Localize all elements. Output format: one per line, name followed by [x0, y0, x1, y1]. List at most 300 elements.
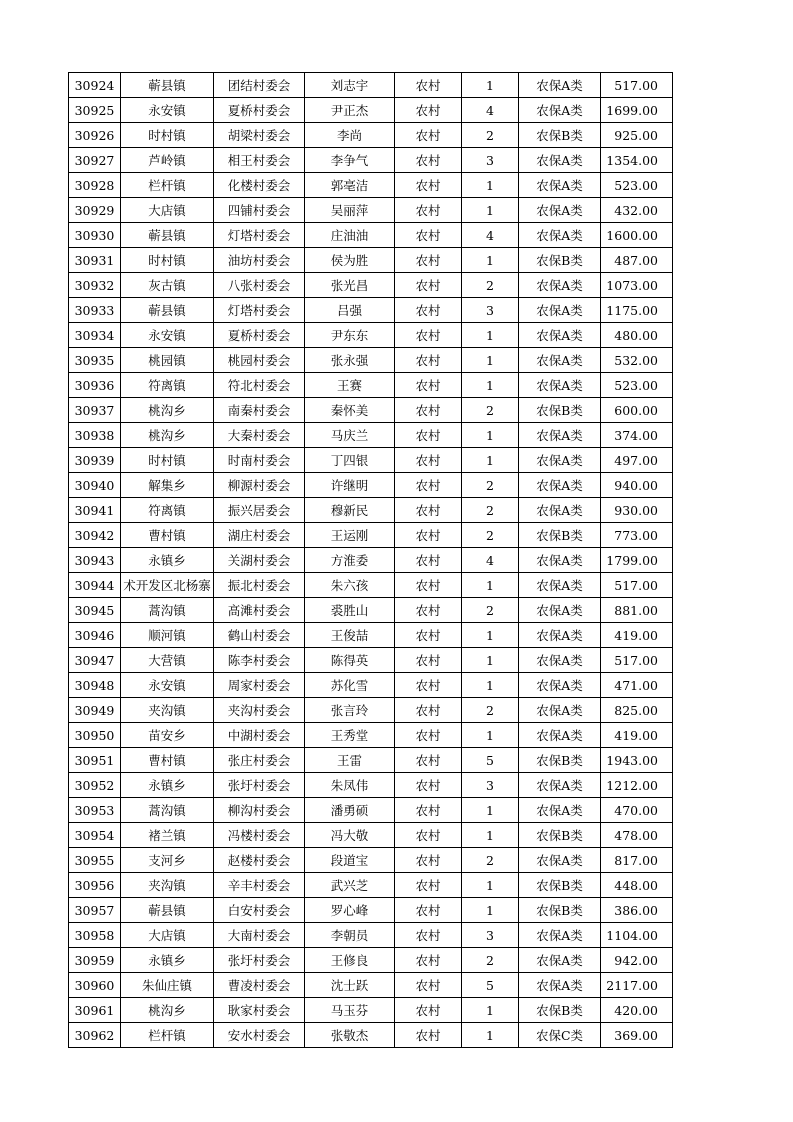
cell-count: 3 — [462, 923, 519, 948]
cell-category: 农保A类 — [519, 298, 601, 323]
table-row — [69, 423, 673, 448]
table-row — [69, 648, 673, 673]
cell-category: 农保B类 — [519, 248, 601, 273]
cell-amount: 369.00 — [601, 1023, 673, 1048]
cell-id: 30936 — [69, 373, 121, 398]
cell-name: 苏化雪 — [305, 673, 395, 698]
cell-village: 八张村委会 — [214, 273, 305, 298]
cell-name: 朱六孩 — [305, 573, 395, 598]
table-row — [69, 398, 673, 423]
cell-town: 符离镇 — [121, 498, 214, 523]
cell-town: 大店镇 — [121, 198, 214, 223]
cell-count: 2 — [462, 523, 519, 548]
cell-count: 4 — [462, 223, 519, 248]
cell-category: 农保B类 — [519, 823, 601, 848]
cell-name: 尹正杰 — [305, 98, 395, 123]
cell-name: 李争气 — [305, 148, 395, 173]
cell-id: 30928 — [69, 173, 121, 198]
cell-category: 农保A类 — [519, 173, 601, 198]
cell-category: 农保A类 — [519, 548, 601, 573]
cell-id: 30957 — [69, 898, 121, 923]
cell-name: 武兴芝 — [305, 873, 395, 898]
table-body — [69, 73, 673, 1048]
cell-area: 农村 — [395, 998, 462, 1023]
cell-area: 农村 — [395, 798, 462, 823]
cell-id: 30938 — [69, 423, 121, 448]
table-row — [69, 673, 673, 698]
cell-village: 夏桥村委会 — [214, 98, 305, 123]
cell-count: 1 — [462, 798, 519, 823]
cell-village: 夹沟村委会 — [214, 698, 305, 723]
cell-town: 蕲县镇 — [121, 298, 214, 323]
cell-village: 柳源村委会 — [214, 473, 305, 498]
cell-town: 桃沟乡 — [121, 398, 214, 423]
cell-category: 农保A类 — [519, 198, 601, 223]
cell-area: 农村 — [395, 248, 462, 273]
cell-town: 灰古镇 — [121, 273, 214, 298]
cell-village: 赵楼村委会 — [214, 848, 305, 873]
cell-category: 农保B类 — [519, 898, 601, 923]
cell-town: 顺河镇 — [121, 623, 214, 648]
cell-amount: 523.00 — [601, 173, 673, 198]
cell-amount: 600.00 — [601, 398, 673, 423]
cell-amount: 1600.00 — [601, 223, 673, 248]
cell-name: 王修良 — [305, 948, 395, 973]
cell-town: 夹沟镇 — [121, 698, 214, 723]
table-row — [69, 898, 673, 923]
cell-count: 2 — [462, 598, 519, 623]
cell-category: 农保A类 — [519, 473, 601, 498]
cell-amount: 517.00 — [601, 648, 673, 673]
cell-village: 振北村委会 — [214, 573, 305, 598]
cell-amount: 448.00 — [601, 873, 673, 898]
cell-id: 30930 — [69, 223, 121, 248]
cell-area: 农村 — [395, 973, 462, 998]
cell-town: 芦岭镇 — [121, 148, 214, 173]
cell-area: 农村 — [395, 323, 462, 348]
cell-amount: 925.00 — [601, 123, 673, 148]
cell-id: 30947 — [69, 648, 121, 673]
table-row — [69, 748, 673, 773]
cell-area: 农村 — [395, 648, 462, 673]
cell-name: 庄油油 — [305, 223, 395, 248]
cell-name: 李朝员 — [305, 923, 395, 948]
cell-amount: 432.00 — [601, 198, 673, 223]
table-row — [69, 573, 673, 598]
cell-area: 农村 — [395, 723, 462, 748]
cell-count: 1 — [462, 348, 519, 373]
cell-count: 1 — [462, 648, 519, 673]
cell-id: 30943 — [69, 548, 121, 573]
cell-count: 1 — [462, 823, 519, 848]
cell-category: 农保A类 — [519, 323, 601, 348]
cell-count: 1 — [462, 323, 519, 348]
cell-count: 2 — [462, 473, 519, 498]
cell-count: 5 — [462, 748, 519, 773]
cell-town: 栏杆镇 — [121, 173, 214, 198]
cell-category: 农保A类 — [519, 848, 601, 873]
cell-village: 曹凌村委会 — [214, 973, 305, 998]
cell-amount: 773.00 — [601, 523, 673, 548]
cell-id: 30944 — [69, 573, 121, 598]
cell-village: 符北村委会 — [214, 373, 305, 398]
cell-id: 30933 — [69, 298, 121, 323]
cell-category: 农保A类 — [519, 273, 601, 298]
cell-area: 农村 — [395, 148, 462, 173]
table-row — [69, 223, 673, 248]
cell-area: 农村 — [395, 473, 462, 498]
cell-name: 刘志宇 — [305, 73, 395, 98]
cell-id: 30954 — [69, 823, 121, 848]
cell-count: 1 — [462, 573, 519, 598]
cell-amount: 419.00 — [601, 723, 673, 748]
cell-count: 1 — [462, 423, 519, 448]
cell-town: 时村镇 — [121, 248, 214, 273]
cell-village: 白安村委会 — [214, 898, 305, 923]
cell-amount: 517.00 — [601, 573, 673, 598]
cell-area: 农村 — [395, 448, 462, 473]
table-row — [69, 323, 673, 348]
cell-village: 四铺村委会 — [214, 198, 305, 223]
cell-name: 王秀堂 — [305, 723, 395, 748]
table-row — [69, 948, 673, 973]
cell-category: 农保A类 — [519, 623, 601, 648]
table-row — [69, 923, 673, 948]
table-row — [69, 373, 673, 398]
cell-id: 30940 — [69, 473, 121, 498]
cell-count: 1 — [462, 1023, 519, 1048]
cell-category: 农保A类 — [519, 498, 601, 523]
cell-town: 朱仙庄镇 — [121, 973, 214, 998]
cell-town: 支河乡 — [121, 848, 214, 873]
cell-name: 郭亳洁 — [305, 173, 395, 198]
cell-id: 30925 — [69, 98, 121, 123]
cell-category: 农保A类 — [519, 73, 601, 98]
cell-area: 农村 — [395, 873, 462, 898]
cell-village: 张庄村委会 — [214, 748, 305, 773]
cell-name: 方淮委 — [305, 548, 395, 573]
table-row — [69, 173, 673, 198]
cell-count: 1 — [462, 898, 519, 923]
cell-village: 周家村委会 — [214, 673, 305, 698]
cell-name: 冯大敬 — [305, 823, 395, 848]
cell-village: 夏桥村委会 — [214, 323, 305, 348]
cell-count: 2 — [462, 948, 519, 973]
cell-area: 农村 — [395, 748, 462, 773]
cell-village: 张圩村委会 — [214, 948, 305, 973]
cell-category: 农保A类 — [519, 598, 601, 623]
cell-name: 段道宝 — [305, 848, 395, 873]
cell-area: 农村 — [395, 98, 462, 123]
cell-id: 30952 — [69, 773, 121, 798]
cell-area: 农村 — [395, 373, 462, 398]
cell-town: 桃沟乡 — [121, 998, 214, 1023]
table-row — [69, 773, 673, 798]
cell-village: 冯楼村委会 — [214, 823, 305, 848]
cell-town: 永安镇 — [121, 323, 214, 348]
table-row — [69, 198, 673, 223]
table-row — [69, 548, 673, 573]
table-row — [69, 273, 673, 298]
cell-area: 农村 — [395, 923, 462, 948]
cell-category: 农保A类 — [519, 373, 601, 398]
cell-amount: 532.00 — [601, 348, 673, 373]
cell-category: 农保A类 — [519, 423, 601, 448]
cell-village: 振兴居委会 — [214, 498, 305, 523]
cell-town: 苗安乡 — [121, 723, 214, 748]
cell-name: 穆新民 — [305, 498, 395, 523]
cell-name: 张永强 — [305, 348, 395, 373]
cell-count: 1 — [462, 448, 519, 473]
cell-amount: 1354.00 — [601, 148, 673, 173]
cell-town: 桃沟乡 — [121, 423, 214, 448]
cell-id: 30932 — [69, 273, 121, 298]
table-row — [69, 523, 673, 548]
cell-town: 时村镇 — [121, 448, 214, 473]
cell-count: 1 — [462, 623, 519, 648]
cell-id: 30924 — [69, 73, 121, 98]
cell-category: 农保A类 — [519, 673, 601, 698]
cell-amount: 1699.00 — [601, 98, 673, 123]
cell-town: 栏杆镇 — [121, 1023, 214, 1048]
cell-area: 农村 — [395, 223, 462, 248]
cell-category: 农保A类 — [519, 773, 601, 798]
cell-category: 农保C类 — [519, 1023, 601, 1048]
cell-category: 农保A类 — [519, 923, 601, 948]
cell-count: 1 — [462, 873, 519, 898]
cell-amount: 1104.00 — [601, 923, 673, 948]
cell-village: 油坊村委会 — [214, 248, 305, 273]
table-row — [69, 623, 673, 648]
cell-amount: 1799.00 — [601, 548, 673, 573]
cell-area: 农村 — [395, 73, 462, 98]
cell-village: 安水村委会 — [214, 1023, 305, 1048]
table-row — [69, 448, 673, 473]
cell-village: 大南村委会 — [214, 923, 305, 948]
cell-name: 陈得英 — [305, 648, 395, 673]
cell-name: 吕强 — [305, 298, 395, 323]
cell-village: 桃园村委会 — [214, 348, 305, 373]
cell-id: 30953 — [69, 798, 121, 823]
cell-category: 农保B类 — [519, 123, 601, 148]
table-row — [69, 73, 673, 98]
cell-town: 蕲县镇 — [121, 898, 214, 923]
cell-area: 农村 — [395, 498, 462, 523]
cell-name: 潘勇硕 — [305, 798, 395, 823]
cell-id: 30931 — [69, 248, 121, 273]
cell-town: 蕲县镇 — [121, 73, 214, 98]
cell-name: 张光昌 — [305, 273, 395, 298]
table-row — [69, 98, 673, 123]
cell-category: 农保A类 — [519, 448, 601, 473]
cell-category: 农保A类 — [519, 98, 601, 123]
cell-id: 30958 — [69, 923, 121, 948]
cell-count: 2 — [462, 273, 519, 298]
cell-count: 1 — [462, 73, 519, 98]
cell-count: 3 — [462, 148, 519, 173]
cell-id: 30961 — [69, 998, 121, 1023]
cell-id: 30935 — [69, 348, 121, 373]
cell-amount: 523.00 — [601, 373, 673, 398]
cell-count: 1 — [462, 198, 519, 223]
cell-area: 农村 — [395, 573, 462, 598]
cell-village: 时南村委会 — [214, 448, 305, 473]
cell-name: 尹东东 — [305, 323, 395, 348]
cell-id: 30941 — [69, 498, 121, 523]
cell-amount: 480.00 — [601, 323, 673, 348]
cell-area: 农村 — [395, 173, 462, 198]
cell-amount: 825.00 — [601, 698, 673, 723]
cell-id: 30927 — [69, 148, 121, 173]
cell-id: 30934 — [69, 323, 121, 348]
cell-name: 王赛 — [305, 373, 395, 398]
cell-village: 胡梁村委会 — [214, 123, 305, 148]
cell-area: 农村 — [395, 123, 462, 148]
cell-town: 解集乡 — [121, 473, 214, 498]
cell-id: 30937 — [69, 398, 121, 423]
cell-area: 农村 — [395, 273, 462, 298]
cell-name: 许继明 — [305, 473, 395, 498]
cell-amount: 2117.00 — [601, 973, 673, 998]
cell-category: 农保A类 — [519, 648, 601, 673]
cell-id: 30959 — [69, 948, 121, 973]
cell-area: 农村 — [395, 848, 462, 873]
cell-amount: 940.00 — [601, 473, 673, 498]
cell-amount: 942.00 — [601, 948, 673, 973]
cell-name: 马玉芬 — [305, 998, 395, 1023]
cell-name: 王运刚 — [305, 523, 395, 548]
cell-id: 30951 — [69, 748, 121, 773]
cell-count: 4 — [462, 548, 519, 573]
cell-category: 农保B类 — [519, 873, 601, 898]
cell-village: 中湖村委会 — [214, 723, 305, 748]
relief-register-table — [68, 72, 673, 1048]
cell-id: 30960 — [69, 973, 121, 998]
cell-village: 柳沟村委会 — [214, 798, 305, 823]
cell-id: 30948 — [69, 673, 121, 698]
cell-area: 农村 — [395, 773, 462, 798]
cell-area: 农村 — [395, 623, 462, 648]
cell-name: 马庆兰 — [305, 423, 395, 448]
cell-town: 大店镇 — [121, 923, 214, 948]
cell-category: 农保A类 — [519, 223, 601, 248]
cell-area: 农村 — [395, 698, 462, 723]
cell-amount: 470.00 — [601, 798, 673, 823]
cell-category: 农保A类 — [519, 573, 601, 598]
cell-amount: 1943.00 — [601, 748, 673, 773]
cell-town: 永安镇 — [121, 673, 214, 698]
cell-village: 陈李村委会 — [214, 648, 305, 673]
cell-id: 30956 — [69, 873, 121, 898]
cell-name: 张言玲 — [305, 698, 395, 723]
cell-village: 耿家村委会 — [214, 998, 305, 1023]
table-row — [69, 973, 673, 998]
cell-amount: 478.00 — [601, 823, 673, 848]
table-row — [69, 823, 673, 848]
cell-name: 裘胜山 — [305, 598, 395, 623]
cell-amount: 1175.00 — [601, 298, 673, 323]
table-row — [69, 998, 673, 1023]
cell-category: 农保A类 — [519, 348, 601, 373]
cell-count: 2 — [462, 123, 519, 148]
cell-town: 曹村镇 — [121, 748, 214, 773]
cell-name: 秦怀美 — [305, 398, 395, 423]
table-row — [69, 598, 673, 623]
cell-amount: 487.00 — [601, 248, 673, 273]
cell-category: 农保A类 — [519, 948, 601, 973]
cell-count: 1 — [462, 173, 519, 198]
cell-name: 张敬杰 — [305, 1023, 395, 1048]
cell-village: 关湖村委会 — [214, 548, 305, 573]
cell-town: 永镇乡 — [121, 948, 214, 973]
cell-town: 永镇乡 — [121, 548, 214, 573]
cell-name: 罗心峰 — [305, 898, 395, 923]
cell-amount: 419.00 — [601, 623, 673, 648]
cell-id: 30950 — [69, 723, 121, 748]
cell-amount: 497.00 — [601, 448, 673, 473]
table-row — [69, 698, 673, 723]
table-row — [69, 348, 673, 373]
cell-name: 朱凤伟 — [305, 773, 395, 798]
cell-name: 李尚 — [305, 123, 395, 148]
cell-area: 农村 — [395, 398, 462, 423]
cell-town: 蕲县镇 — [121, 223, 214, 248]
cell-count: 2 — [462, 398, 519, 423]
table-row — [69, 848, 673, 873]
cell-name: 侯为胜 — [305, 248, 395, 273]
cell-category: 农保B类 — [519, 748, 601, 773]
cell-id: 30942 — [69, 523, 121, 548]
table-row — [69, 498, 673, 523]
table-row — [69, 473, 673, 498]
cell-town: 夹沟镇 — [121, 873, 214, 898]
cell-name: 沈士跃 — [305, 973, 395, 998]
cell-count: 1 — [462, 723, 519, 748]
cell-name: 丁四银 — [305, 448, 395, 473]
cell-count: 2 — [462, 698, 519, 723]
cell-category: 农保A类 — [519, 698, 601, 723]
cell-village: 灯塔村委会 — [214, 298, 305, 323]
cell-category: 农保A类 — [519, 723, 601, 748]
cell-area: 农村 — [395, 423, 462, 448]
table-row — [69, 873, 673, 898]
cell-area: 农村 — [395, 898, 462, 923]
cell-town: 曹村镇 — [121, 523, 214, 548]
cell-id: 30945 — [69, 598, 121, 623]
cell-count: 3 — [462, 773, 519, 798]
cell-category: 农保A类 — [519, 973, 601, 998]
cell-amount: 1073.00 — [601, 273, 673, 298]
cell-town: 褚兰镇 — [121, 823, 214, 848]
cell-count: 1 — [462, 998, 519, 1023]
cell-id: 30929 — [69, 198, 121, 223]
cell-village: 团结村委会 — [214, 73, 305, 98]
cell-town: 蒿沟镇 — [121, 598, 214, 623]
cell-village: 灯塔村委会 — [214, 223, 305, 248]
table-row — [69, 248, 673, 273]
cell-id: 30955 — [69, 848, 121, 873]
cell-amount: 374.00 — [601, 423, 673, 448]
cell-category: 农保B类 — [519, 523, 601, 548]
cell-area: 农村 — [395, 823, 462, 848]
cell-id: 30962 — [69, 1023, 121, 1048]
cell-town: 桃园镇 — [121, 348, 214, 373]
table-row — [69, 1023, 673, 1048]
cell-category: 农保A类 — [519, 798, 601, 823]
cell-area: 农村 — [395, 548, 462, 573]
cell-town: 符离镇 — [121, 373, 214, 398]
cell-id: 30949 — [69, 698, 121, 723]
